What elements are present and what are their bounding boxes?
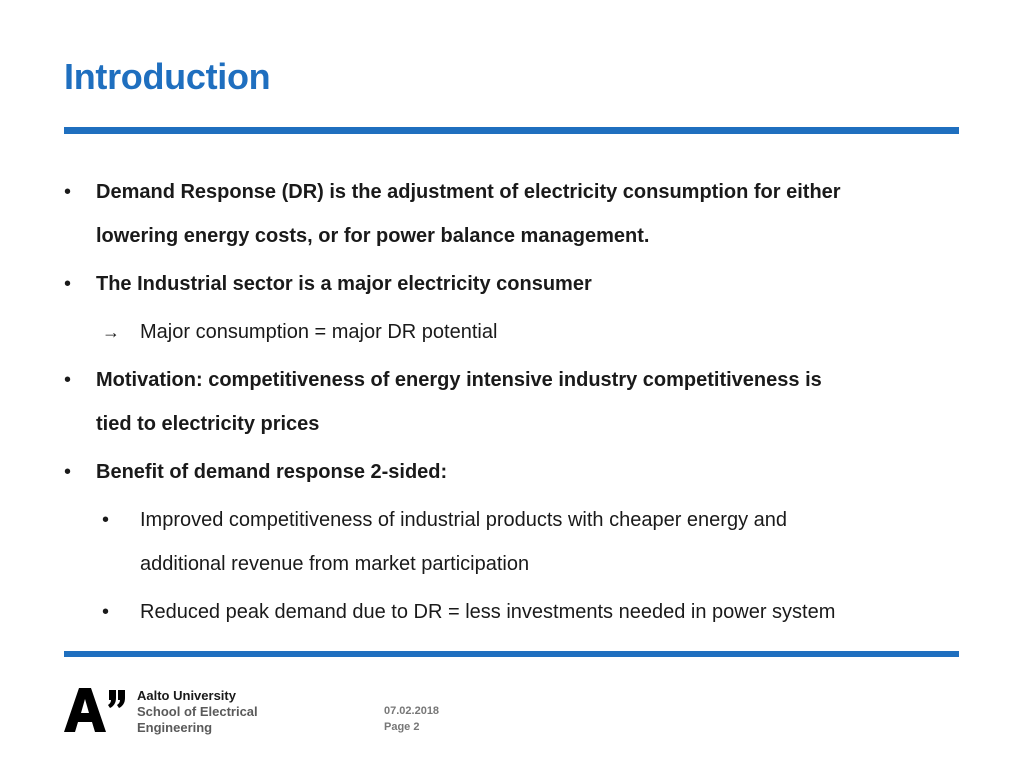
- slide-content: [64, 170, 954, 634]
- slide-page-number: Page 2: [384, 721, 420, 733]
- bullet-marker: •: [64, 369, 72, 391]
- slide-title: Introduction: [64, 56, 271, 97]
- bullet-benefit: [64, 450, 954, 494]
- bullet-text-line: Benefit of demand response 2-sided:: [96, 461, 448, 483]
- bullet-marker: •: [64, 181, 72, 203]
- arrow-right-icon: →: [102, 322, 120, 342]
- slide-meta: [384, 703, 439, 735]
- bullet-text-line: Reduced peak demand due to DR = less investments needed in power system: [140, 601, 836, 623]
- bullet-text-line: tied to electricity prices: [96, 413, 320, 435]
- university-name: Aalto University: [137, 688, 236, 703]
- bullet-marker: •: [64, 273, 72, 295]
- bullet-industrial-sector: [64, 262, 954, 306]
- sub-bullet-competitiveness: [64, 498, 954, 586]
- bullet-text-line: lowering energy costs, or for power balance management.: [96, 225, 650, 247]
- sub-bullet-peak-demand: [64, 590, 954, 634]
- bullet-marker: •: [64, 461, 72, 483]
- bullet-text-line: Demand Response (DR) is the adjustment of electricity consumption for either: [96, 181, 841, 203]
- bullet-dr-definition: [64, 170, 954, 258]
- university-name-block: [137, 688, 258, 736]
- footer-divider: [64, 651, 959, 657]
- school-name-line1: School of Electrical: [137, 704, 258, 719]
- aalto-logo: [64, 688, 126, 732]
- school-name-line2: Engineering: [137, 720, 213, 735]
- bullet-marker: •: [102, 601, 110, 623]
- bullet-motivation: [64, 358, 954, 446]
- sub-bullet-major-consumption: [64, 310, 954, 354]
- title-divider: [64, 127, 959, 134]
- bullet-text-line: Motivation: competitiveness of energy intensive industry competitiveness is: [96, 369, 822, 391]
- bullet-text-line: additional revenue from market participation: [140, 553, 530, 575]
- bullet-text-line: Major consumption = major DR potential: [140, 321, 498, 343]
- bullet-text-line: Improved competitiveness of industrial products with cheaper energy and: [140, 509, 788, 531]
- bullet-text-line: The Industrial sector is a major electricity consumer: [96, 273, 592, 295]
- slide-date: 07.02.2018: [384, 705, 440, 717]
- bullet-marker: •: [102, 509, 110, 531]
